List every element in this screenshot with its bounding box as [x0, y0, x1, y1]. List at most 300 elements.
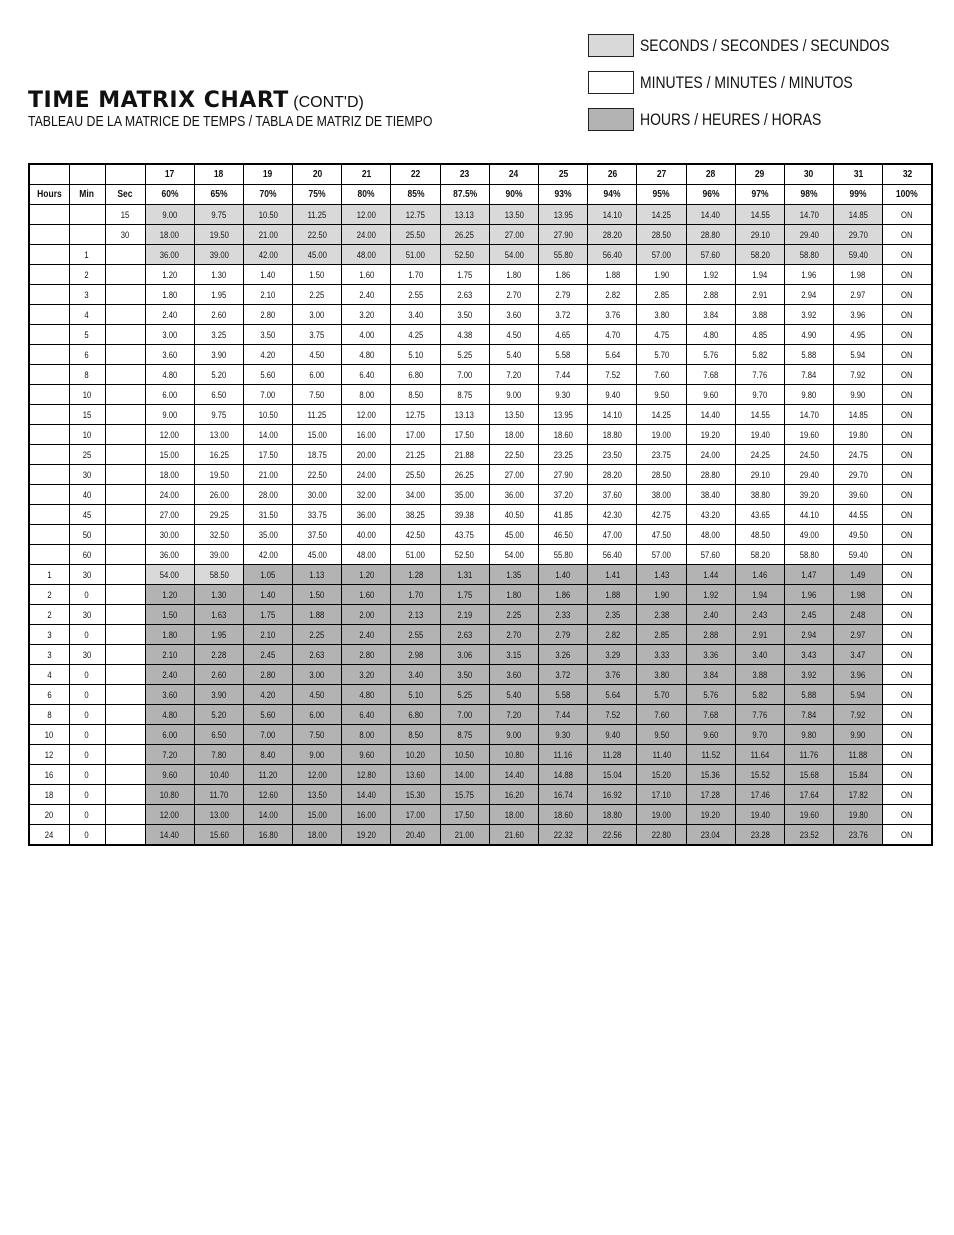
value-cell: 47.00 [588, 525, 637, 545]
value-cell: 13.50 [489, 205, 538, 225]
header-cell: Sec [105, 185, 145, 205]
value-cell: 2.70 [489, 285, 538, 305]
value-cell: 16.20 [489, 785, 538, 805]
seconds-cell [105, 805, 145, 825]
value-cell: 42.00 [243, 245, 292, 265]
table-row [29, 565, 932, 585]
value-cell: 9.40 [588, 385, 637, 405]
value-cell: 54.00 [145, 565, 194, 585]
value-cell: 1.75 [440, 585, 489, 605]
value-cell: 15.00 [145, 445, 194, 465]
table-row [29, 705, 932, 725]
table-row [29, 365, 932, 385]
value-cell: 43.20 [686, 505, 735, 525]
header-cell: 24 [489, 164, 538, 185]
minutes-cell: 0 [69, 725, 105, 745]
value-cell: 35.00 [440, 485, 489, 505]
value-cell: 27.90 [539, 225, 588, 245]
value-cell: 42.00 [243, 545, 292, 565]
value-cell: ON [883, 205, 932, 225]
value-cell: 2.33 [539, 605, 588, 625]
value-cell: 12.75 [391, 205, 440, 225]
header-cell: 99% [834, 185, 883, 205]
value-cell: ON [883, 365, 932, 385]
value-cell: 1.43 [637, 565, 686, 585]
value-cell: 1.75 [440, 265, 489, 285]
value-cell: 5.64 [588, 685, 637, 705]
value-cell: 14.10 [588, 205, 637, 225]
value-cell: 7.00 [440, 365, 489, 385]
value-cell: ON [883, 725, 932, 745]
value-cell: 57.60 [686, 245, 735, 265]
value-cell: 19.60 [784, 805, 833, 825]
value-cell: 42.30 [588, 505, 637, 525]
value-cell: 10.80 [489, 745, 538, 765]
value-cell: 27.00 [145, 505, 194, 525]
header-cell: 17 [145, 164, 194, 185]
table-row [29, 605, 932, 625]
hours-cell [29, 345, 69, 365]
value-cell: 14.40 [342, 785, 391, 805]
value-cell: 15.04 [588, 765, 637, 785]
value-cell: 3.40 [391, 305, 440, 325]
value-cell: 18.00 [145, 225, 194, 245]
value-cell: 15.00 [293, 425, 342, 445]
header-cell: 93% [539, 185, 588, 205]
table-row [29, 825, 932, 846]
value-cell: 11.20 [243, 765, 292, 785]
header-cell: 19 [243, 164, 292, 185]
seconds-cell [105, 285, 145, 305]
value-cell: 2.40 [342, 285, 391, 305]
minutes-cell: 30 [69, 565, 105, 585]
value-cell: 7.20 [489, 365, 538, 385]
value-cell: 2.25 [293, 285, 342, 305]
value-cell: 18.80 [588, 805, 637, 825]
table-row [29, 765, 932, 785]
value-cell: 2.97 [834, 285, 883, 305]
value-cell: 43.65 [735, 505, 784, 525]
value-cell: 46.50 [539, 525, 588, 545]
value-cell: 13.13 [440, 205, 489, 225]
value-cell: 4.75 [637, 325, 686, 345]
minutes-cell: 5 [69, 325, 105, 345]
seconds-cell [105, 745, 145, 765]
value-cell: 9.30 [539, 725, 588, 745]
seconds-cell [105, 485, 145, 505]
value-cell: 6.40 [342, 365, 391, 385]
seconds-cell [105, 685, 145, 705]
value-cell: 7.00 [243, 385, 292, 405]
minutes-cell: 60 [69, 545, 105, 565]
table-row [29, 305, 932, 325]
value-cell: 3.90 [194, 685, 243, 705]
table-row [29, 585, 932, 605]
value-cell: 29.70 [834, 225, 883, 245]
value-cell: 27.00 [489, 465, 538, 485]
header-cell: 32 [883, 164, 932, 185]
seconds-cell [105, 505, 145, 525]
value-cell: 8.75 [440, 725, 489, 745]
value-cell: 2.91 [735, 625, 784, 645]
value-cell: 5.25 [440, 685, 489, 705]
value-cell: 14.55 [735, 405, 784, 425]
value-cell: 2.35 [588, 605, 637, 625]
value-cell: 19.40 [735, 805, 784, 825]
minutes-cell: 25 [69, 445, 105, 465]
value-cell: 1.20 [145, 585, 194, 605]
value-cell: 1.80 [489, 585, 538, 605]
value-cell: 2.40 [686, 605, 735, 625]
value-cell: 8.00 [342, 385, 391, 405]
value-cell: 3.15 [489, 645, 538, 665]
value-cell: ON [883, 585, 932, 605]
value-cell: 6.00 [145, 725, 194, 745]
value-cell: 1.80 [489, 265, 538, 285]
value-cell: 7.68 [686, 705, 735, 725]
minutes-cell: 0 [69, 805, 105, 825]
value-cell: ON [883, 245, 932, 265]
value-cell: 1.30 [194, 585, 243, 605]
value-cell: 40.50 [489, 505, 538, 525]
value-cell: 12.00 [145, 805, 194, 825]
value-cell: 4.80 [145, 705, 194, 725]
value-cell: 19.80 [834, 805, 883, 825]
value-cell: 2.13 [391, 605, 440, 625]
value-cell: 15.30 [391, 785, 440, 805]
value-cell: 16.92 [588, 785, 637, 805]
value-cell: 3.80 [637, 665, 686, 685]
value-cell: 32.00 [342, 485, 391, 505]
value-cell: 18.00 [489, 805, 538, 825]
value-cell: 9.00 [145, 205, 194, 225]
value-cell: 2.80 [243, 305, 292, 325]
value-cell: 17.46 [735, 785, 784, 805]
value-cell: 2.63 [293, 645, 342, 665]
value-cell: 16.74 [539, 785, 588, 805]
value-cell: 1.13 [293, 565, 342, 585]
value-cell: 7.76 [735, 365, 784, 385]
value-cell: 3.20 [342, 305, 391, 325]
hours-cell [29, 365, 69, 385]
table-row [29, 465, 932, 485]
value-cell: ON [883, 265, 932, 285]
seconds-cell [105, 525, 145, 545]
value-cell: 14.25 [637, 205, 686, 225]
value-cell: 38.25 [391, 505, 440, 525]
value-cell: 3.84 [686, 665, 735, 685]
hours-cell [29, 385, 69, 405]
minutes-cell: 0 [69, 745, 105, 765]
value-cell: 5.88 [784, 685, 833, 705]
value-cell: 7.50 [293, 385, 342, 405]
seconds-cell [105, 305, 145, 325]
seconds-cell [105, 345, 145, 365]
value-cell: 1.47 [784, 565, 833, 585]
value-cell: 30.00 [145, 525, 194, 545]
value-cell: 9.30 [539, 385, 588, 405]
value-cell: 51.00 [391, 545, 440, 565]
value-cell: 15.00 [293, 805, 342, 825]
hours-cell [29, 445, 69, 465]
minutes-cell: 8 [69, 365, 105, 385]
value-cell: 38.80 [735, 485, 784, 505]
minutes-cell: 50 [69, 525, 105, 545]
value-cell: 1.40 [243, 585, 292, 605]
value-cell: 3.50 [440, 305, 489, 325]
value-cell: 1.05 [243, 565, 292, 585]
value-cell: 5.60 [243, 705, 292, 725]
value-cell: 23.75 [637, 445, 686, 465]
minutes-cell: 45 [69, 505, 105, 525]
value-cell: 8.00 [342, 725, 391, 745]
value-cell: 3.29 [588, 645, 637, 665]
value-cell: 2.48 [834, 605, 883, 625]
value-cell: 18.00 [489, 425, 538, 445]
seconds-cell [105, 645, 145, 665]
value-cell: ON [883, 405, 932, 425]
value-cell: 3.00 [293, 665, 342, 685]
value-cell: 2.98 [391, 645, 440, 665]
value-cell: 7.44 [539, 705, 588, 725]
value-cell: 26.00 [194, 485, 243, 505]
table-row [29, 665, 932, 685]
value-cell: 30.00 [293, 485, 342, 505]
value-cell: 12.60 [243, 785, 292, 805]
value-cell: 1.31 [440, 565, 489, 585]
value-cell: 2.45 [784, 605, 833, 625]
value-cell: 3.72 [539, 305, 588, 325]
value-cell: 5.76 [686, 345, 735, 365]
hours-cell [29, 225, 69, 245]
value-cell: 29.40 [784, 225, 833, 245]
value-cell: 3.92 [784, 305, 833, 325]
value-cell: 59.40 [834, 545, 883, 565]
value-cell: 2.94 [784, 625, 833, 645]
value-cell: 3.36 [686, 645, 735, 665]
value-cell: ON [883, 765, 932, 785]
seconds-cell: 30 [105, 225, 145, 245]
value-cell: 4.38 [440, 325, 489, 345]
value-cell: 1.49 [834, 565, 883, 585]
value-cell: 4.65 [539, 325, 588, 345]
value-cell: 1.88 [588, 585, 637, 605]
value-cell: 11.52 [686, 745, 735, 765]
value-cell: 1.98 [834, 265, 883, 285]
value-cell: 15.20 [637, 765, 686, 785]
value-cell: 3.92 [784, 665, 833, 685]
value-cell: 5.40 [489, 685, 538, 705]
value-cell: 10.20 [391, 745, 440, 765]
value-cell: 9.90 [834, 725, 883, 745]
value-cell: 4.20 [243, 345, 292, 365]
header-cell: 90% [489, 185, 538, 205]
value-cell: 16.25 [194, 445, 243, 465]
value-cell: 18.60 [539, 425, 588, 445]
value-cell: 2.40 [145, 305, 194, 325]
value-cell: 3.80 [637, 305, 686, 325]
value-cell: 3.88 [735, 305, 784, 325]
value-cell: 24.00 [686, 445, 735, 465]
value-cell: 3.06 [440, 645, 489, 665]
value-cell: 7.44 [539, 365, 588, 385]
value-cell: 2.85 [637, 625, 686, 645]
value-cell: 24.00 [342, 225, 391, 245]
value-cell: 21.25 [391, 445, 440, 465]
value-cell: 52.50 [440, 545, 489, 565]
value-cell: ON [883, 705, 932, 725]
header-cell: 100% [883, 185, 932, 205]
value-cell: 2.70 [489, 625, 538, 645]
value-cell: 12.00 [342, 405, 391, 425]
setting-header-row [29, 164, 932, 185]
hours-cell [29, 325, 69, 345]
value-cell: 19.00 [637, 425, 686, 445]
hours-cell: 20 [29, 805, 69, 825]
value-cell: 19.80 [834, 425, 883, 445]
value-cell: 5.20 [194, 705, 243, 725]
value-cell: 40.00 [342, 525, 391, 545]
value-cell: 2.97 [834, 625, 883, 645]
value-cell: 14.55 [735, 205, 784, 225]
header-cell: 28 [686, 164, 735, 185]
value-cell: 9.50 [637, 385, 686, 405]
value-cell: 23.52 [784, 825, 833, 846]
value-cell: 22.32 [539, 825, 588, 846]
value-cell: 2.63 [440, 285, 489, 305]
value-cell: 2.19 [440, 605, 489, 625]
hours-cell [29, 285, 69, 305]
value-cell: 7.84 [784, 365, 833, 385]
value-cell: 48.00 [686, 525, 735, 545]
value-cell: 2.60 [194, 305, 243, 325]
table-row [29, 785, 932, 805]
value-cell: 23.04 [686, 825, 735, 846]
value-cell: 9.60 [342, 745, 391, 765]
value-cell: 2.80 [342, 645, 391, 665]
value-cell: 12.00 [342, 205, 391, 225]
value-cell: 24.75 [834, 445, 883, 465]
value-cell: 20.40 [391, 825, 440, 846]
value-cell: 6.00 [293, 705, 342, 725]
value-cell: 5.70 [637, 345, 686, 365]
value-cell: 2.25 [293, 625, 342, 645]
seconds-cell [105, 605, 145, 625]
header-cell: 87.5% [440, 185, 489, 205]
hours-cell [29, 525, 69, 545]
value-cell: 4.70 [588, 325, 637, 345]
value-cell: 9.00 [489, 385, 538, 405]
header-cell [29, 164, 69, 185]
value-cell: 18.80 [588, 425, 637, 445]
value-cell: 1.70 [391, 265, 440, 285]
value-cell: 1.40 [243, 265, 292, 285]
table-row [29, 745, 932, 765]
value-cell: 23.50 [588, 445, 637, 465]
value-cell: 7.92 [834, 705, 883, 725]
value-cell: 2.25 [489, 605, 538, 625]
value-cell: 34.00 [391, 485, 440, 505]
hours-cell [29, 305, 69, 325]
value-cell: 2.10 [243, 285, 292, 305]
value-cell: 19.40 [735, 425, 784, 445]
hours-cell: 4 [29, 665, 69, 685]
value-cell: 58.80 [784, 245, 833, 265]
value-cell: 9.00 [145, 405, 194, 425]
value-cell: 15.68 [784, 765, 833, 785]
value-cell: ON [883, 785, 932, 805]
value-cell: 28.50 [637, 465, 686, 485]
seconds-cell [105, 245, 145, 265]
value-cell: 14.00 [243, 425, 292, 445]
hours-cell: 2 [29, 585, 69, 605]
value-cell: 5.10 [391, 345, 440, 365]
value-cell: 4.90 [784, 325, 833, 345]
seconds-cell [105, 385, 145, 405]
value-cell: 1.40 [539, 565, 588, 585]
header-cell [105, 164, 145, 185]
value-cell: 55.80 [539, 545, 588, 565]
hours-cell: 18 [29, 785, 69, 805]
legend-item-hours [588, 107, 944, 132]
value-cell: 4.50 [489, 325, 538, 345]
minutes-cell: 0 [69, 685, 105, 705]
value-cell: 1.20 [342, 565, 391, 585]
value-cell: 33.75 [293, 505, 342, 525]
seconds-cell [105, 725, 145, 745]
value-cell: 2.38 [637, 605, 686, 625]
value-cell: 5.60 [243, 365, 292, 385]
value-cell: 7.20 [145, 745, 194, 765]
value-cell: 23.76 [834, 825, 883, 846]
value-cell: 24.00 [342, 465, 391, 485]
value-cell: 3.72 [539, 665, 588, 685]
minutes-cell: 0 [69, 785, 105, 805]
minutes-cell: 40 [69, 485, 105, 505]
value-cell: 2.82 [588, 625, 637, 645]
value-cell: 15.60 [194, 825, 243, 846]
hours-cell [29, 245, 69, 265]
value-cell: 1.80 [145, 625, 194, 645]
seconds-cell [105, 665, 145, 685]
value-cell: 31.50 [243, 505, 292, 525]
value-cell: 8.40 [243, 745, 292, 765]
value-cell: 17.28 [686, 785, 735, 805]
value-cell: 14.10 [588, 405, 637, 425]
value-cell: 18.00 [145, 465, 194, 485]
title-suffix: (CONT'D) [293, 94, 364, 111]
value-cell: 3.40 [735, 645, 784, 665]
value-cell: 2.91 [735, 285, 784, 305]
value-cell: 2.63 [440, 625, 489, 645]
value-cell: 24.25 [735, 445, 784, 465]
value-cell: 3.43 [784, 645, 833, 665]
header-cell: 27 [637, 164, 686, 185]
value-cell: 9.70 [735, 385, 784, 405]
value-cell: 7.68 [686, 365, 735, 385]
value-cell: 5.94 [834, 345, 883, 365]
value-cell: ON [883, 685, 932, 705]
value-cell: 7.92 [834, 365, 883, 385]
legend-label-hours: HOURS / HEURES / HORAS [640, 109, 822, 129]
minutes-cell: 1 [69, 245, 105, 265]
value-cell: 7.60 [637, 365, 686, 385]
value-cell: 20.00 [342, 445, 391, 465]
header-cell: 75% [293, 185, 342, 205]
seconds-cell [105, 625, 145, 645]
value-cell: 2.40 [342, 625, 391, 645]
value-cell: 4.25 [391, 325, 440, 345]
